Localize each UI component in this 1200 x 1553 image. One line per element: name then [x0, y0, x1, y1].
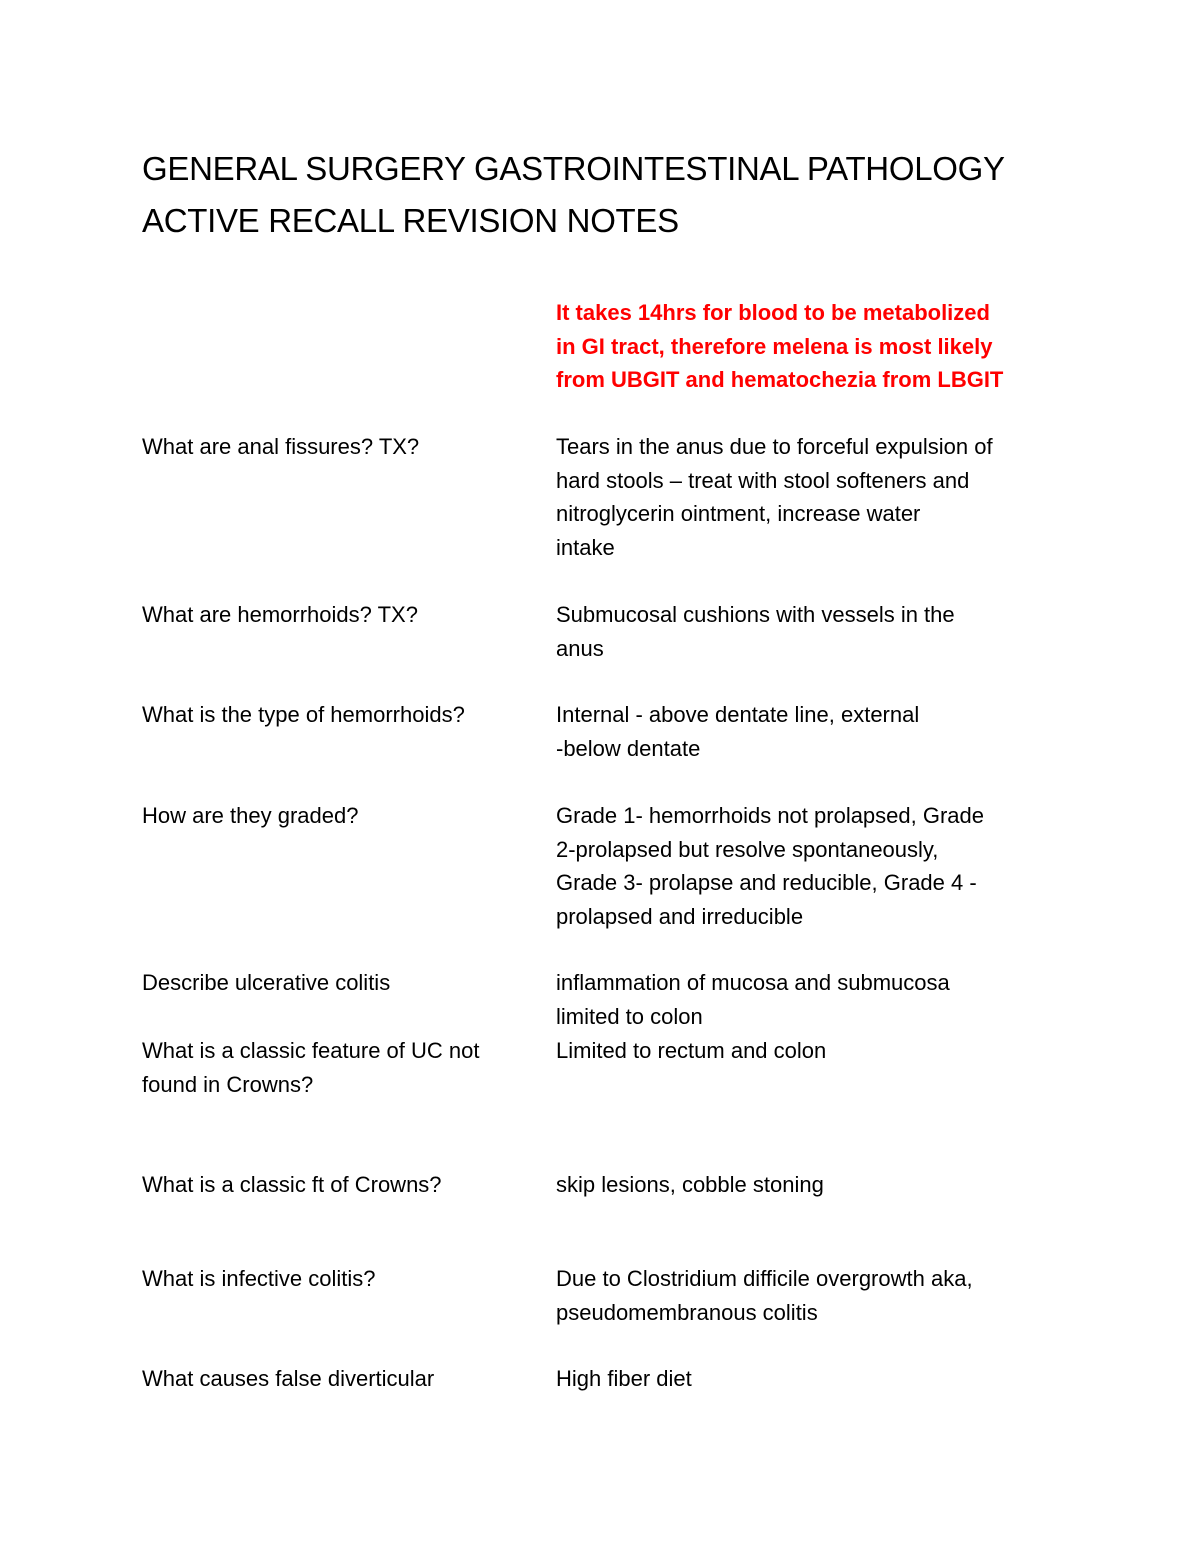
answer-ulcerative-colitis	[556, 966, 1076, 1033]
note-line: It takes 14hrs for blood to be metabolized	[556, 300, 990, 325]
answer-line: Submucosal cushions with vessels in the	[556, 602, 955, 627]
answer-line: intake	[556, 534, 615, 560]
question-line: What are anal fissures? TX?	[142, 434, 420, 459]
question-line: How are they graded?	[142, 803, 359, 828]
question-line: What is infective colitis?	[142, 1266, 376, 1291]
answer-false-diverticular	[556, 1362, 1076, 1396]
answer-line: Limited to rectum and colon	[556, 1038, 827, 1063]
answer-line: pseudomembranous colitis	[556, 1299, 818, 1325]
title-line-2: ACTIVE RECALL REVISION NOTES	[142, 202, 679, 239]
question-line: What is the type of hemorrhoids?	[142, 702, 465, 727]
answer-infective-colitis	[556, 1262, 1076, 1329]
question-anal-fissures	[142, 430, 532, 464]
note-line: in GI tract, therefore melena is most likely	[556, 333, 993, 359]
question-hemorrhoids	[142, 598, 532, 632]
answer-line: nitroglycerin ointment, increase water	[556, 501, 921, 526]
answer-line: Grade 3- prolapse and reducible, Grade 4 -	[556, 870, 977, 895]
page-title	[142, 143, 1102, 247]
answer-line: hard stools – treat with stool softeners and	[556, 467, 970, 493]
question-line: What is a classic ft of Crowns?	[142, 1172, 442, 1197]
question-line: What causes false diverticular	[142, 1366, 435, 1391]
answer-line: prolapsed and irreducible	[556, 903, 804, 929]
question-hemorrhoid-type	[142, 698, 532, 732]
answer-anal-fissures	[556, 430, 1076, 564]
answer-grading	[556, 799, 1076, 933]
answer-uc-feature	[556, 1034, 1076, 1068]
answer-crowns-feature	[556, 1168, 1076, 1202]
question-false-diverticular	[142, 1362, 532, 1396]
answer-line: Tears in the anus due to forceful expulsion of	[556, 434, 993, 459]
question-line: Describe ulcerative colitis	[142, 970, 391, 995]
question-line: What is a classic feature of UC not	[142, 1038, 480, 1063]
question-infective-colitis	[142, 1262, 532, 1296]
question-grading	[142, 799, 532, 833]
answer-line: High fiber diet	[556, 1366, 692, 1391]
answer-hemorrhoids	[556, 598, 1076, 665]
title-line-1: GENERAL SURGERY GASTROINTESTINAL PATHOLOGY	[142, 150, 1005, 187]
question-line: What are hemorrhoids? TX?	[142, 602, 418, 627]
answer-line: Due to Clostridium difficile overgrowth aka,	[556, 1266, 973, 1291]
answer-line: 2-prolapsed but resolve spontaneously,	[556, 836, 939, 862]
question-line: found in Crowns?	[142, 1071, 314, 1097]
answer-line: Internal - above dentate line, external	[556, 702, 920, 727]
answer-line: limited to colon	[556, 1003, 703, 1029]
answer-line: -below dentate	[556, 735, 701, 761]
question-uc-feature	[142, 1034, 532, 1101]
answer-line: inflammation of mucosa and submucosa	[556, 970, 950, 995]
question-crowns-feature	[142, 1168, 532, 1202]
answer-line: Grade 1- hemorrhoids not prolapsed, Grade	[556, 803, 985, 828]
question-ulcerative-colitis	[142, 966, 532, 1000]
answer-line: skip lesions, cobble stoning	[556, 1172, 824, 1197]
note-line: from UBGIT and hematochezia from LBGIT	[556, 367, 1004, 392]
answer-line: anus	[556, 635, 604, 661]
highlight-note	[556, 296, 1076, 397]
answer-hemorrhoid-type	[556, 698, 1076, 765]
